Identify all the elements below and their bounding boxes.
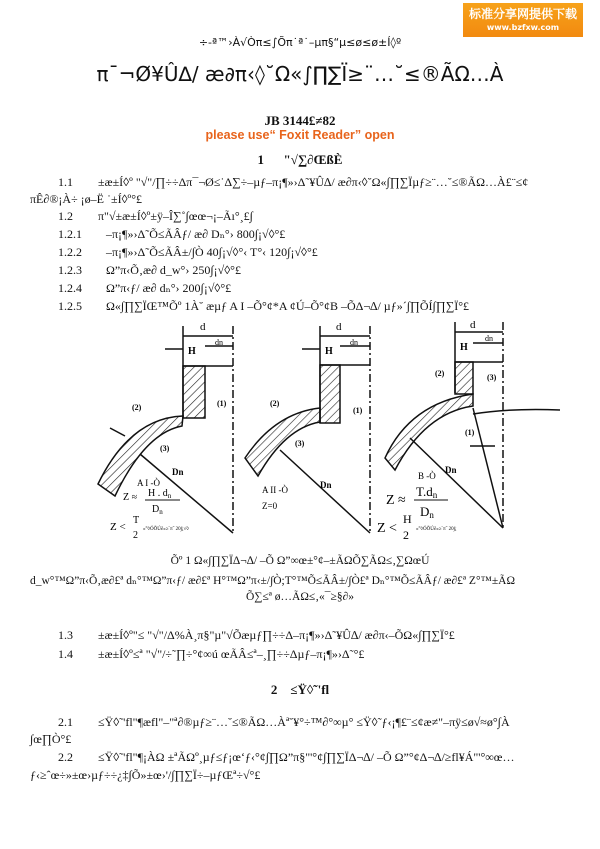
clause-2-1-cont: ∫œ∏Ò°£ (30, 732, 72, 746)
figure-caption: Õº 1 Ω«∫∏∑ÏΔ¬∆/ –Õ Ω”∞œ±°¢–±ÃΩÕ∑ÃΩ≤‚∑ΩœÚ (170, 555, 430, 567)
clause-number: 1.2.3 (58, 263, 82, 277)
clause-number: 1.2.2 (58, 245, 82, 259)
weld-joint-figure (90, 318, 570, 540)
panel-b-num: T.dn (416, 484, 438, 500)
figure-legend-cont: Õ∑≤ª ø…ÃΩ≤‚«¯≥§∂» (245, 591, 355, 603)
clause-2-2 (58, 750, 514, 765)
label-dw: d (200, 321, 206, 333)
section-number: 1 (257, 152, 265, 167)
label-weld-2: (2) (435, 369, 445, 378)
clause-1-2-3 (58, 263, 241, 278)
panel-b-den: Dn (420, 504, 434, 520)
clause-1-2-2 (58, 245, 318, 260)
clause-1-4 (58, 647, 364, 662)
clause-2-2-cont: ƒ‹≥ˆœ÷»±œ›µƒ÷÷¿‡∫Õ»±œ›'/∫∏∑Ï÷–µƒŒª÷√°£ (30, 768, 261, 782)
clause-number: 1.2.4 (58, 281, 82, 295)
label-weld-2: (2) (270, 399, 280, 408)
clause-text: ≤Ÿ◊˜'fl"¶¡ÀΩ ±ªÃΩº¸µƒ≤ƒ¡œ‘ƒ‹°¢∫∏Ω”π§"'°¢∫∏∑ÏΔ¬∆/ –Õ Ω”°¢Δ¬∆/≥fl¥Á"'°∞œ… (98, 750, 515, 764)
clause-1-2-1 (58, 227, 285, 242)
label-dn: dn (350, 338, 358, 347)
panel-b-limit-den: 2 (403, 528, 409, 540)
panel-a1-z: Z ≈ (123, 492, 138, 503)
clause-1-2 (58, 209, 253, 224)
foxit-notice: please use“ Foxit Reader” open (205, 128, 395, 142)
panel-b-drawing (385, 322, 560, 528)
clause-1-3 (58, 628, 455, 643)
label-dn-radius: Dn (445, 465, 457, 475)
clause-text: Ω«∫∏∑ÏŒ™Õº 1À˘ æµƒ A I –Õ°¢*A ¢Ú–Õ°¢B –ÕΔ¬∆/ µƒ»´∫∏ÕÍ∫∏∑Ï°£ (106, 299, 470, 313)
clause-number: 1.2 (58, 209, 73, 223)
clause-text: ±æ±Í◊º "√"/∏÷÷Δπ¯¬Ø≤˙Δ∑÷–µƒ–π¡¶»›Δ˜¥Û∆/ æ∂π‹◊˘Ω«∫∏∑Ïµƒ≥¨…˘≤®ÃΩ…À£¨≤¢ (98, 175, 529, 189)
document-title: π¯¬Ø¥Û∆/ æ∂π‹◊˘Ω«∫∏∑Ï≥¨…˘≤®ÃΩ…À (96, 62, 504, 86)
clause-text: Ω”π‹Õ‚æ∂ d_w°› 250∫¡√◊°£ (106, 263, 241, 277)
clause-number: 1.2.5 (58, 299, 82, 313)
clause-text: ±æ±Í◊º≤ª "√"/÷˜∏÷°¢∞ú œÃÂ≤ª–¸∏÷÷Δµƒ–π¡¶»›Δ˜°£ (98, 647, 365, 661)
panel-a1-limit-note: «°◊ÓÕÚ∂»≥¨π˝ 20∫¡√◊ (143, 527, 189, 532)
clause-text: Ω”π‹ƒ/ æ∂ dₙ°› 200∫¡√◊°£ (106, 281, 232, 295)
panel-b-limit-num: H (403, 512, 412, 526)
clause-number: 2.1 (58, 715, 73, 729)
label-weld-3: (3) (487, 373, 497, 382)
label-h: H (325, 346, 333, 357)
panel-b-z: Z ≈ (386, 493, 406, 508)
label-h: H (188, 346, 196, 357)
label-dw: d (336, 321, 342, 333)
panel-b-limit: Z < (377, 521, 397, 536)
watermark-text: 标准分享网提供下载 (468, 7, 577, 21)
panel-b-type: B -Ò (418, 471, 436, 481)
clause-1-1 (58, 175, 528, 190)
panel-a1-den: $D_n$ (152, 504, 163, 516)
clause-text: –π¡¶»›Δ˜Õ≤ÃÂƒ/ æ∂ Dₙ°› 800∫¡√◊°£ (106, 227, 286, 241)
clause-number: 1.1 (58, 175, 73, 189)
panel-a1-drawing (98, 326, 233, 533)
clause-text: ±æ±Í◊º"≤ "√"/Δ%À¸π§"µ"√Õæµƒ∏÷÷Δ–π¡¶»›Δ˜¥Û∆/ æ∂π‹–ÕΩ«∫∏∑Ï°£ (98, 628, 455, 642)
label-dn: dn (215, 338, 223, 347)
label-h: H (460, 342, 468, 353)
section-number: 2 (270, 682, 278, 697)
clause-text: π"√±æ±Í◊º±ÿ–Î∑˚∫œœ¬¡–Ãı°¸£∫ (98, 209, 253, 223)
panel-a2-type: A II -Ò (262, 485, 288, 495)
label-weld-1: (1) (465, 428, 475, 437)
panel-a1-limit-num: T (133, 515, 140, 526)
clause-number: 2.2 (58, 750, 73, 764)
label-dn-radius: Dn (172, 467, 184, 477)
panel-a1-num: H . $d_n$ (148, 488, 172, 500)
clause-text: ≤Ÿ◊˜'fl"¶æfl"–"ª∂®µƒ≥¨…˘≤®ÃΩ…Àª˘¥°÷™∂°∞µ° ≤Ÿ◊˜ƒ‹¡¶£¨≤¢æ≠"–πÿ≤ø√≈ø°∫À (98, 715, 510, 729)
clause-2-1 (58, 715, 510, 730)
label-dn: dn (485, 334, 493, 343)
label-weld-3: (3) (160, 444, 170, 453)
label-weld-2: (2) (132, 403, 142, 412)
section-title: ≤Ÿ◊˜'fl (290, 682, 330, 697)
panel-a1-limit: Z < (110, 521, 126, 533)
clause-1-2-5 (58, 299, 469, 314)
figure-legend: d_w°™Ω”π‹Õ‚æ∂£ª dₙ°™Ω”π‹ƒ/ æ∂£ª H°™Ω”π‹±/∫Ò;T°™Õ≤ÃÂ±/∫Ò£ª Dₙ°™Õ≤ÃÂƒ/ æ∂£ª Z°™±ÃΩ (30, 575, 515, 587)
standard-number: JB 3144£≠82 (264, 113, 336, 128)
clause-number: 1.3 (58, 628, 73, 642)
panel-a2-formula: Z=0 (262, 501, 278, 511)
label-weld-1: (1) (217, 399, 227, 408)
clause-1-1-cont: πÊ∂®¡À÷ ¡ø–Ë ˙±Í◊º°£ (30, 192, 143, 206)
issuer-title: ÷-ª™›À√Òπ≤∫Õπ˙ª˙–µπ§“µ≤ø≤ø±Í◊º (198, 36, 402, 49)
clause-1-2-4 (58, 281, 231, 296)
panel-a1-type: A I -Ò (137, 478, 160, 488)
panel-b-limit-note: «°◊ÓÕÚ∂»≥¨π˝ 20∫¡ (416, 527, 457, 532)
label-weld-1: (1) (353, 406, 363, 415)
label-dn-radius: Dn (320, 480, 332, 490)
site-watermark-logo (463, 3, 583, 37)
label-weld-3: (3) (295, 439, 305, 448)
section-1-heading (0, 152, 600, 168)
label-dw: d (470, 319, 476, 331)
panel-a1-limit-den: 2 (133, 530, 138, 540)
section-2-heading (0, 682, 600, 698)
clause-number: 1.2.1 (58, 227, 82, 241)
watermark-url: www.bzfxw.com (486, 23, 560, 32)
clause-text: –π¡¶»›Δ˜Õ≤ÃÂ±/∫Ò 40∫¡√◊°‹ T°‹ 120∫¡√◊°£ (106, 245, 318, 259)
clause-number: 1.4 (58, 647, 73, 661)
section-title: "√∑∂ŒßÈ (283, 152, 343, 167)
